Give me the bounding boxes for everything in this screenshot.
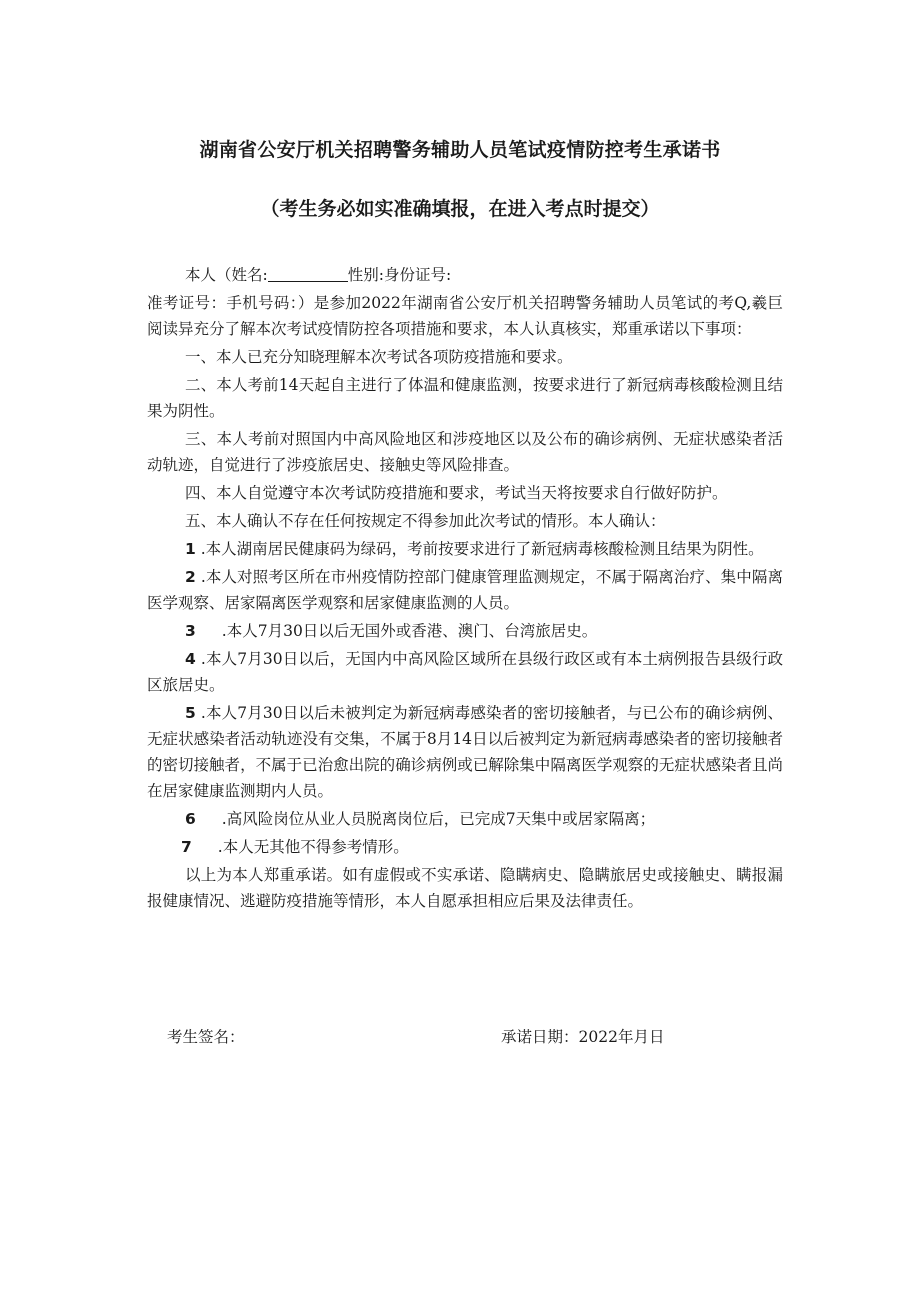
- subitem-2-text: .本人对照考区所在市州疫情防控部门健康管理监测规定，不属于隔离治疗、集中隔离医学观察、居家隔离医学观察和居家健康监测的人员。: [147, 568, 783, 612]
- signature-label: 考生签名：: [167, 1028, 245, 1046]
- subitem-4-number: 4: [185, 650, 196, 668]
- date-label: 承诺日期：2022年月日: [501, 1028, 665, 1046]
- subitem-6-number: 6: [185, 810, 196, 828]
- subitem-1: [147, 536, 783, 562]
- subitem-1-number: 1: [185, 540, 196, 558]
- intro-paragraph: 准考证号：手机号码：）是参加2022年湖南省公安厅机关招聘警务辅助人员笔试的考Q,羲巨阅读异充分了解本次考试疫情防控各项措施和要求，本人认真核实，郑重承诺以下事项：: [147, 294, 783, 338]
- subitem-5-number: 5: [185, 704, 196, 722]
- subitem-1-text: .本人湖南居民健康码为绿码，考前按要求进行了新冠病毒核酸检测且结果为阴性。: [200, 540, 764, 558]
- subitem-7: [147, 834, 783, 860]
- subitem-5: [147, 700, 783, 804]
- document-title: 湖南省公安厅机关招聘警务辅助人员笔试疫情防控考生承诺书: [199, 139, 721, 161]
- gender-id-label: 性别:身份证号:: [347, 266, 452, 284]
- signature-row: [167, 1024, 727, 1050]
- subitem-3-text: .本人7月30日以后无国外或香港、澳门、台湾旅居史。: [221, 622, 598, 640]
- name-label: 本人（姓名:: [185, 266, 268, 284]
- document-subtitle: （考生务必如实准确填报，在进入考点时提交）: [260, 198, 660, 220]
- subitem-3: [147, 618, 783, 644]
- document-body: [147, 262, 783, 916]
- subitem-2: [147, 564, 783, 616]
- subitem-2-number: 2: [185, 568, 196, 586]
- subitem-7-text: .本人无其他不得参考情形。: [217, 838, 409, 856]
- subitem-7-number: 7: [181, 838, 192, 856]
- subitem-4-text: .本人7月30日以后，无国内中高风险区域所在县级行政区或有本土病例报告县级行政区旅居史。: [147, 650, 784, 694]
- subitem-5-text: .本人7月30日以后未被判定为新冠病毒感染者的密切接触者，与已公布的确诊病例、无症状感染者活动轨迹没有交集，不属于8月14日以后被判定为新冠病毒感染者的密切接触者的密切接触者，不属于已治愈出院的确诊病例或已解除集中隔离医学观察的无症状感染者且尚在居家健康监测期内人员。: [147, 704, 784, 800]
- subitem-6: [147, 806, 783, 832]
- subitem-3-number: 3: [185, 622, 196, 640]
- item-4: 四、本人自觉遵守本次考试防疫措施和要求，考试当天将按要求自行做好防护。: [185, 484, 728, 502]
- item-3: 三、本人考前对照国内中高风险地区和涉疫地区以及公布的确诊病例、无症状感染者活动轨迹，自觉进行了涉疫旅居史、接触史等风险排查。: [147, 430, 783, 474]
- intro-line-1: [147, 262, 783, 288]
- subitem-6-text: .高风险岗位从业人员脱离岗位后，已完成7天集中或居家隔离；: [221, 810, 656, 828]
- name-blank: [268, 265, 348, 282]
- subitem-4: [147, 646, 783, 698]
- item-5: 五、本人确认不存在任何按规定不得参加此次考试的情形。本人确认：: [185, 512, 666, 530]
- item-2: 二、本人考前14天起自主进行了体温和健康监测，按要求进行了新冠病毒核酸检测且结果为阴性。: [147, 376, 783, 420]
- item-1: 一、本人已充分知晓理解本次考试各项防疫措施和要求。: [185, 348, 573, 366]
- closing-paragraph: 以上为本人郑重承诺。如有虚假或不实承诺、隐瞒病史、隐瞒旅居史或接触史、瞒报漏报健康情况、逃避防疫措施等情形，本人自愿承担相应后果及法律责任。: [147, 866, 783, 910]
